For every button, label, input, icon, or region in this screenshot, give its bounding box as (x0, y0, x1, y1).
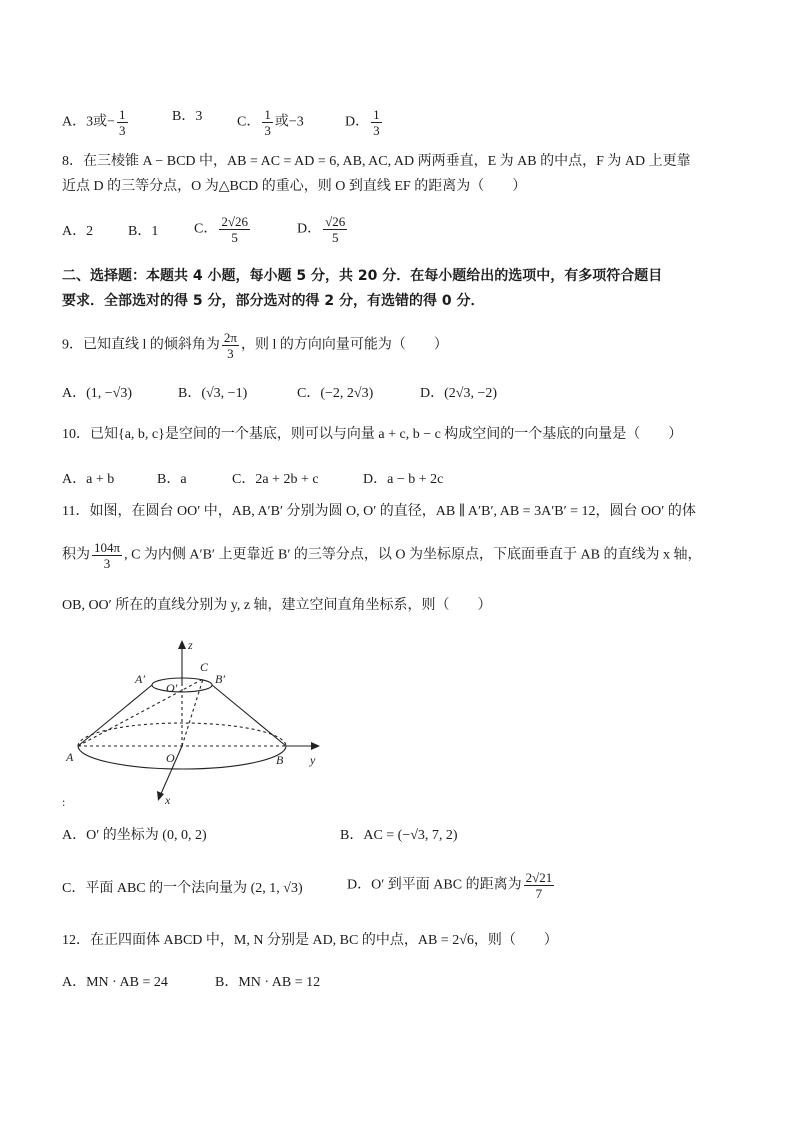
q10-option-b: B．a (157, 472, 187, 487)
y-axis-arrow (311, 742, 320, 750)
q9-frac-den: 3 (227, 346, 234, 361)
q9-stem-post: ，则 l 的方向向量可能为（ ） (240, 337, 448, 353)
q8-option-d (297, 214, 349, 245)
q8-d-label: D． (297, 221, 322, 237)
q9-stem-fraction (222, 330, 239, 361)
q11-d-pre: D．O′ 到平面 ABC 的距离为 (347, 877, 522, 893)
q11-option-a: A．O′ 的坐标为 (0, 0, 2) (62, 828, 207, 843)
label-y: y (310, 753, 316, 767)
q7-option-c (237, 107, 304, 138)
q7-c-tail: 或−3 (274, 114, 304, 130)
q7-a-num: 1 (119, 107, 126, 122)
q7-option-a (62, 107, 130, 138)
q7-c-num: 1 (264, 107, 271, 122)
q10-stem: 10．已知{a, b, c}是空间的一个基底，则可以与向量 a + c, b − c 构成空间的一个基底的向量是（ ） (62, 427, 683, 442)
label-colon: : (62, 795, 66, 809)
q7-a-label: A．3或 (62, 114, 108, 130)
q9-option-b: B．(√3, −1) (178, 386, 248, 401)
q9-frac-num: 2π (223, 330, 237, 345)
label-o: O (166, 751, 175, 765)
q11-d-den: 7 (535, 886, 543, 901)
section2-line1: 二、选择题：本题共 4 小题，每小题 5 分，共 20 分．在每小题给出的选项中，有多项符合题目 (62, 268, 663, 284)
frustum-figure (58, 636, 328, 811)
q10-option-a: A．a + b (62, 472, 115, 487)
q9-stem (62, 330, 448, 361)
q8-d-num: √26 (325, 214, 346, 229)
q12-stem: 12．在正四面体 ABCD 中，M, N 分别是 AD, BC 的中点，AB = 2√6，则（ ） (62, 933, 558, 948)
q7-a-sign: − (107, 114, 116, 130)
q8-c-den: 5 (231, 230, 238, 245)
label-b-prime: B′ (215, 672, 225, 686)
q7-c-den: 3 (264, 123, 271, 138)
q9-option-c: C．(−2, 2√3) (297, 386, 374, 401)
segment-ac (78, 679, 203, 746)
q7-d-den: 3 (373, 123, 380, 138)
q8-option-a: A．2 (62, 224, 94, 239)
q9-stem-pre: 9．已知直线 l 的倾斜角为 (62, 337, 220, 353)
q10-option-c: C．2a + 2b + c (232, 472, 319, 487)
q11-option-c: C．平面 ABC 的一个法向量为 (2, 1, √3) (62, 881, 303, 896)
q8-c-label: C． (194, 221, 218, 237)
z-axis-arrow (178, 640, 186, 649)
q8-option-c (194, 214, 252, 245)
right-slant (212, 685, 286, 746)
q11-frac-num: 104π (94, 540, 121, 555)
q11-stem-line2 (62, 540, 701, 571)
label-c: C (200, 660, 209, 674)
q8-stem-line1: 8．在三棱锥 A − BCD 中，AB = AC = AD = 6, AB, AC, AD 两两垂直，E 为 AB 的中点，F 为 AD 上更靠 (62, 154, 691, 169)
q11-line2-pre: 积为 (62, 547, 90, 563)
q8-d-den: 5 (331, 230, 339, 245)
section2-line2: 要求．全部选对的得 5 分，部分选对的得 2 分，有选错的得 0 分． (62, 293, 485, 309)
q7-c-label: C． (237, 114, 261, 130)
q8-c-fraction (219, 214, 250, 245)
q11-frac-den: 3 (103, 556, 111, 571)
label-a-prime: A′ (135, 672, 145, 686)
q8-stem-line2: 近点 D 的三等分点，O 为△BCD 的重心，则 O 到直线 EF 的距离为（ ） (62, 179, 527, 194)
q8-d-fraction (323, 214, 347, 245)
q11-stem-line3: OB, OO′ 所在的直线分别为 y, z 轴，建立空间直角坐标系，则（ ） (62, 598, 492, 613)
q7-d-label: D． (345, 114, 370, 130)
q12-option-b: B．MN · AB = 12 (215, 975, 321, 990)
x-axis-arrow (157, 791, 164, 801)
q7-d-num: 1 (373, 107, 380, 122)
q8-c-num: 2√26 (221, 214, 248, 229)
label-x: x (165, 793, 171, 807)
q11-option-b: B．AC = (−√3, 7, 2) (340, 828, 458, 843)
label-o-prime: O′ (166, 681, 178, 695)
q8-option-b: B．1 (128, 224, 159, 239)
q10-option-d: D．a − b + 2c (363, 472, 444, 487)
label-z: z (188, 638, 193, 652)
q11-volume-fraction (92, 540, 122, 571)
q11-d-num: 2√21 (525, 870, 553, 885)
q7-a-den: 3 (119, 123, 126, 138)
q11-stem-line1: 11．如图，在圆台 OO′ 中，AB, A′B′ 分别为圆 O, O′ 的直径，AB ∥ A′B′, AB = 3A′B′ = 12，圆台 OO′ 的体 (62, 504, 696, 519)
left-slant (78, 685, 152, 746)
q11-d-fraction (524, 870, 555, 901)
q7-d-fraction (371, 107, 382, 138)
q11-option-d (347, 870, 556, 901)
q7-option-d (345, 107, 384, 138)
q7-option-b: B．3 (172, 109, 203, 124)
bottom-ellipse-front (78, 746, 286, 769)
q7-a-fraction (117, 107, 128, 138)
q9-option-a: A．(1, −√3) (62, 386, 133, 401)
q7-c-fraction (262, 107, 273, 138)
q11-line2-post: , C 为内侧 A′B′ 上更靠近 B′ 的三等分点，以 O 为坐标原点，下底面垂直于 AB 的直线为 x 轴， (124, 547, 702, 563)
q12-option-a: A．MN · AB = 24 (62, 975, 168, 990)
q9-option-d: D．(2√3, −2) (420, 386, 498, 401)
label-a: A (66, 750, 74, 764)
label-b: B (276, 753, 284, 767)
